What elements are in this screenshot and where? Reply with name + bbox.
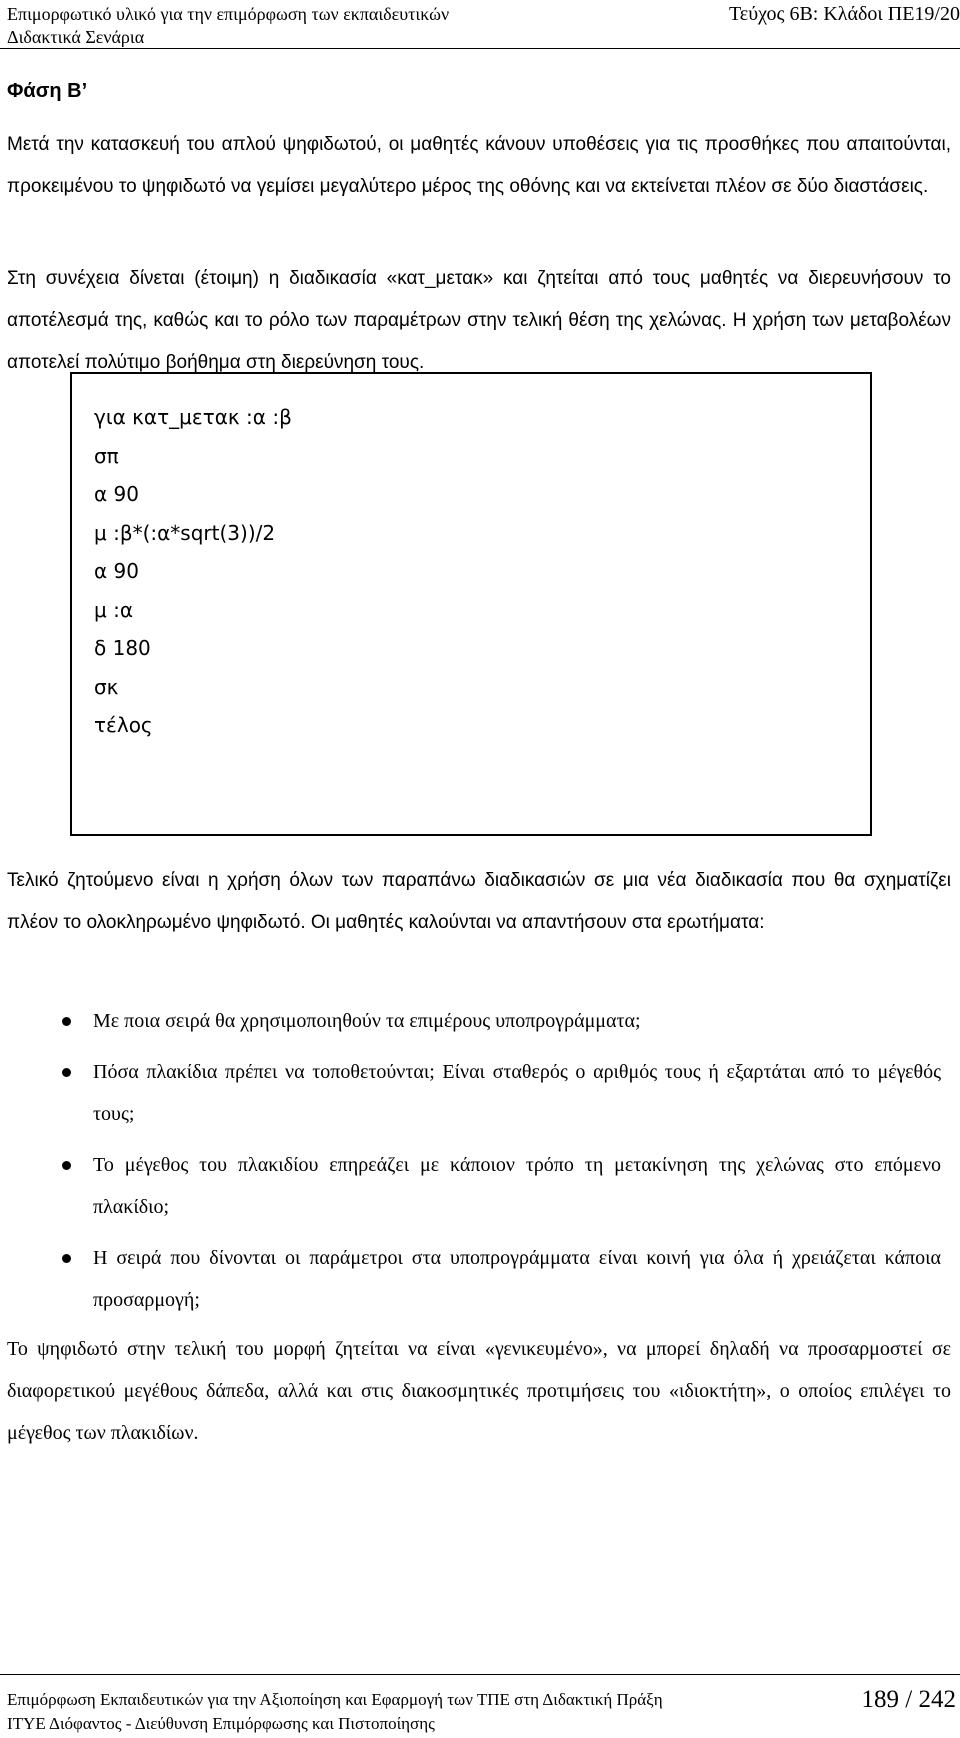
- page-number: 189 / 242: [861, 1686, 956, 1713]
- header-right: Τεύχος 6Β: Κλάδοι ΠΕ19/20: [728, 3, 960, 25]
- paragraph-intro: Μετά την κατασκευή του απλού ψηφιδωτού, οι μαθητές κάνουν υποθέσεις για τις προσθήκες που απαιτούνται, προκειμένου το ψηφιδωτό να γεμίσει μεγαλύτερο μέρος της οθόνης και να εκτείνεται πλέον σε δύο διαστάσεις.: [7, 134, 951, 197]
- bullet-icon: [62, 1068, 71, 1077]
- list-item: [0, 1051, 941, 1135]
- bullet-icon: [62, 1017, 71, 1026]
- list-item: [0, 1144, 941, 1228]
- footer-divider: [0, 1674, 960, 1675]
- paragraph-final: Το ψηφιδωτό στην τελική του μορφή ζητείται να είναι «γενικευμένο», να μπορεί δηλαδή να προσαρμοστεί σε διαφορετικού μεγέθους δάπεδα, αλλά και στις διακοσμητικές προτιμήσεις του «ιδιοκτήτη», ο οποίος επιλέγει το μέγεθος των πλακιδίων.: [7, 1338, 951, 1444]
- footer-left: [7, 1688, 847, 1736]
- bullet-icon: [62, 1254, 71, 1263]
- question-text: Το μέγεθος του πλακιδίου επηρεάζει με κάποιον τρόπο τη μετακίνηση της χελώνας στο επόμενο πλακίδιο;: [93, 1154, 941, 1218]
- footer-line1: Επιμόρφωση Εκπαιδευτικών για την Αξιοποίηση και Εφαρμογή των ΤΠΕ στη Διδακτική Πράξη: [7, 1690, 663, 1709]
- question-text: Η σειρά που δίνονται οι παράμετροι στα υποπρογράμματα είναι κοινή για όλα ή χρειάζεται κάποια προσαρμογή;: [93, 1247, 941, 1311]
- code-line: σπ: [94, 443, 119, 468]
- code-line: α 90: [94, 482, 139, 506]
- question-text: Με ποια σειρά θα χρησιμοποιηθούν τα επιμέρους υποπρογράμματα;: [93, 1010, 641, 1032]
- paragraph-goal: Τελικό ζητούμενο είναι η χρήση όλων των παραπάνω διαδικασιών σε μια νέα διαδικασία που θα σχηματίζει πλέον το ολοκληρωμένο ψηφιδωτό. Οι μαθητές καλούνται να απαντήσουν στα ερωτήματα:: [7, 870, 951, 933]
- header-left-line2: Διδακτικά Σενάρια: [7, 27, 145, 47]
- code-box: [70, 372, 872, 836]
- footer-line2: ΙΤΥΕ Διόφαντος - Διεύθυνση Επιμόρφωσης και Πιστοποίησης: [7, 1714, 435, 1733]
- header-left-line1: Επιμορφωτικό υλικό για την επιμόρφωση των εκπαιδευτικών: [7, 4, 450, 24]
- questions-list: [0, 1000, 960, 1330]
- code-line: μ :α: [94, 597, 134, 622]
- code-line: για κατ_μετακ :α :β: [94, 405, 292, 429]
- list-item: [0, 1237, 941, 1321]
- question-text: Πόσα πλακίδια πρέπει να τοποθετούνται; Είναι σταθερός ο αριθμός τους ή εξαρτάται από το μέγεθός τους;: [93, 1061, 941, 1125]
- code-line: μ :β*(:α*sqrt(3))/2: [94, 520, 276, 545]
- header-divider: [0, 48, 960, 49]
- header-left: [7, 3, 527, 49]
- page-footer: [0, 1674, 960, 1738]
- page-header: [7, 3, 960, 49]
- paragraph-procedure: Στη συνέχεια δίνεται (έτοιμη) η διαδικασία «κατ_μετακ» και ζητείται από τους μαθητές να διερευνήσουν το αποτέλεσμά της, καθώς και το ρόλο των παραμέτρων στην τελική θέση της χελώνας. Η χρήση των μεταβολέων αποτελεί πολύτιμο βοήθημα στη διερεύνηση τους.: [7, 268, 951, 373]
- code-line: τέλος: [94, 713, 153, 737]
- bullet-icon: [62, 1161, 71, 1170]
- code-line: α 90: [94, 559, 139, 583]
- code-line: δ 180: [94, 636, 151, 660]
- code-line: σκ: [94, 674, 119, 699]
- code-listing: [94, 398, 292, 745]
- section-title: Φάση Β’: [7, 80, 88, 102]
- list-item: [0, 1000, 941, 1042]
